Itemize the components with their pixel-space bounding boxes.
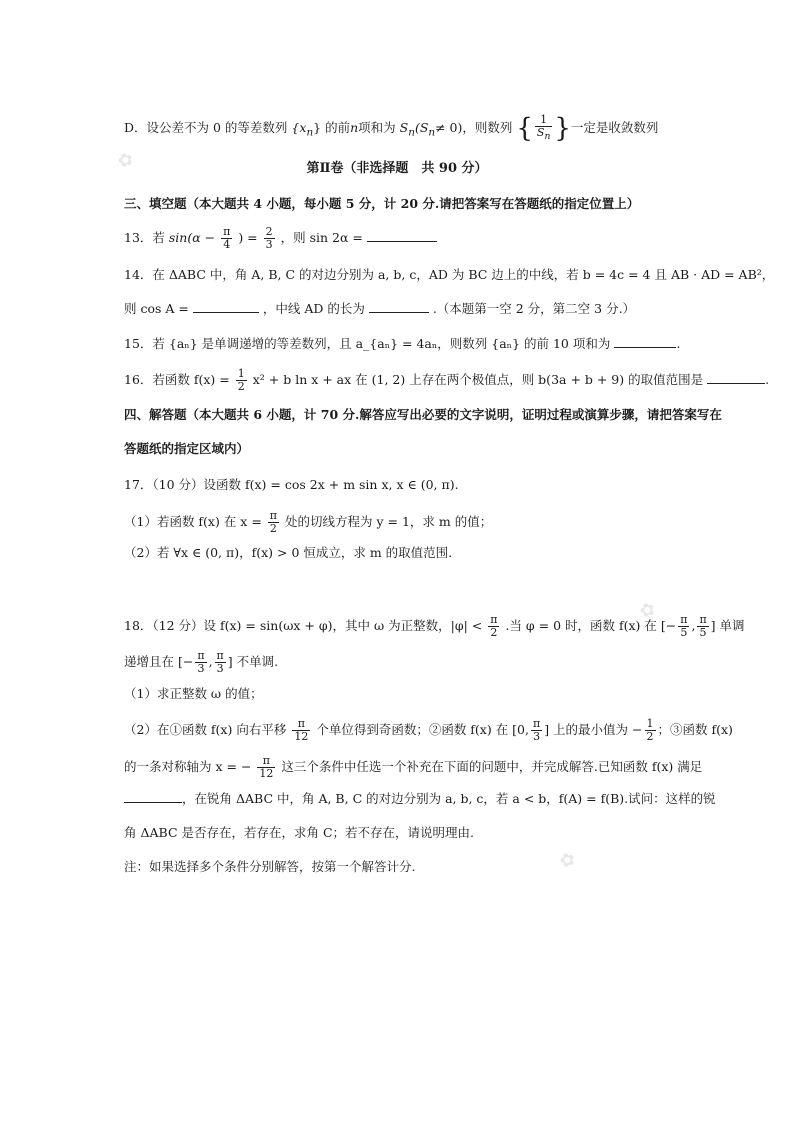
q18-pi-f: π (292, 718, 310, 731)
q18-one: 1 (646, 717, 654, 730)
q18-l1-a: 18．（12 分）设 f(x) = sin(ωx + φ)，其中 ω 为正整数，|φ| < (124, 618, 483, 633)
q13-three: 3 (265, 238, 273, 251)
q14-scoring-note: .（本题第一空 2 分，第二空 3 分.） (432, 301, 636, 316)
q18-frac-pi5a (678, 614, 689, 639)
q15-answer-blank[interactable] (614, 335, 676, 348)
q18-l5: ，在锐角 ΔABC 中，角 A, B, C 的对边分别为 a, b, c，若 a < b，f(A) = f(B).试问：这样的锐 (182, 791, 716, 806)
watermark-stain: ✿ (636, 598, 659, 623)
q13-frac-23 (264, 226, 275, 251)
q18-p2-b: 个单位得到奇函数；②函数 f(x) 在 [0, (316, 722, 529, 737)
question-18-part1: （1）求正整数 ω 的值； (124, 686, 263, 701)
q18-p2-a: （2）在①函数 f(x) 向右平移 (124, 722, 287, 737)
question-14-line2 (124, 300, 635, 318)
q13-answer-blank[interactable] (367, 229, 437, 242)
frac-den (535, 127, 552, 143)
q16-one: 1 (237, 367, 245, 380)
frac-den-sub: n (544, 131, 551, 143)
q18-five-a: 5 (680, 626, 688, 639)
q17-two: 2 (269, 522, 277, 535)
q18-frac-pi3c (531, 718, 542, 743)
item-d-tail: 一定是收敛数列 (570, 120, 659, 136)
q14-median-label: ，中线 AD 的长为 (262, 301, 365, 316)
question-15 (124, 335, 680, 353)
item-d-fraction (535, 114, 552, 143)
q17-p1-a: （1）若函数 f(x) 在 x = (124, 514, 262, 529)
q16-two: 2 (237, 380, 245, 393)
question-18-part2-line4: 角 ΔABC 是否存在，若存在，求角 C；若不存在，请说明理由. (124, 825, 474, 840)
item-d-s-sub: n (408, 126, 415, 139)
part2-title: 第Ⅱ卷（非选择题 共 90 分） (306, 161, 488, 176)
q18-l2-b: ] 不单调. (227, 654, 279, 669)
right-brace: } (554, 113, 571, 144)
q13-pi: π (223, 225, 231, 238)
q13-eq: ) = (238, 230, 258, 245)
q17-frac-pi2 (268, 510, 279, 535)
item-d-seq-close: } (313, 120, 322, 136)
question-18-note: 注：如果选择多个条件分别解答，按第一个解答计分. (124, 859, 416, 874)
q18-p2-d: ；③函数 f(x) (657, 722, 733, 737)
q18-l2-a: 递增且在 [− (124, 654, 194, 669)
q17-pi: π (269, 509, 278, 522)
q18-pi: π (490, 613, 498, 626)
item-d-n: n (350, 120, 359, 136)
question-18-line1: 18．（12 分）设 f(x) = sin(ωx + φ)，其中 ω 为正整数，|φ| < $\frac{\pi}{2}$ .当 φ = 0 时，函数 f(x) 在 [− $\frac{\pi}{5}$ , $\frac{\pi}{5}$ ] 单调 (124, 613, 745, 639)
question-16 (124, 368, 769, 393)
q18-two: 2 (490, 626, 498, 639)
item-d-mid: 的前 (325, 120, 351, 136)
q13-tail: ，则 sin 2α = (280, 230, 363, 245)
item-d-cond: (S (414, 120, 429, 136)
question-17-head: 17．（10 分）设函数 f(x) = cos 2x + m sin x, x ∈ (0, π). (124, 477, 459, 492)
q18-twelve: 12 (294, 730, 309, 743)
q16-end: . (765, 372, 770, 387)
q18-two-b: 2 (646, 730, 654, 743)
item-d-label: D．设公差不为 0 的等差数列 (124, 120, 288, 136)
item-d-cond2: ≠ 0)，则数列 (435, 120, 513, 136)
q18-p2-c: ] 上的最小值为 − (544, 722, 643, 737)
q18-frac-pi2 (488, 614, 499, 639)
q13-two: 2 (265, 225, 273, 238)
q18-condition-blank[interactable] (124, 790, 182, 803)
q16-text-b: x² + b ln x + ax 在 (1, 2) 上存在两个极值点，则 b(3a + b + 9) 的取值范围是 (252, 372, 704, 387)
q18-pi-d: π (197, 649, 205, 662)
q18-three-b: 3 (216, 662, 224, 675)
q18-five-b: 5 (699, 626, 707, 639)
q18-l1-b: .当 φ = 0 时，函数 f(x) 在 [− (505, 618, 677, 633)
left-brace: { (516, 113, 533, 144)
q18-frac-pi5b (697, 614, 708, 639)
item-d-mid2: 项和为 (358, 120, 396, 136)
item-d-seq: {x (291, 120, 307, 136)
question-18-part2-line1 (124, 718, 733, 743)
q18-l4-a: 的一条对称轴为 x = − (124, 759, 252, 774)
q16-text-a: 16．若函数 f(x) = (124, 372, 230, 387)
q18-frac-pi12b (257, 755, 275, 780)
q13-expr: sin(α − (168, 230, 216, 245)
q15-end: . (676, 336, 681, 351)
q16-answer-blank[interactable] (707, 371, 765, 384)
q18-three-a: 3 (197, 662, 205, 675)
q18-three-c: 3 (533, 730, 541, 743)
question-18-line2: 递增且在 [− $\frac{\pi}{3}$ , $\frac{\pi}{3}$ ] 不单调. (124, 649, 279, 675)
watermark-stain: ✿ (114, 148, 137, 173)
q18-frac-pi3b (215, 650, 226, 675)
section4-heading-line1: 四、解答题（本大题共 6 小题，计 70 分.解答应写出必要的文字说明，证明过程或演算步骤，请把答案写在 (124, 407, 722, 422)
q17-p1-b: 处的切线方程为 y = 1，求 m 的值； (285, 514, 493, 529)
q14-answer-blank-2[interactable] (369, 300, 429, 313)
frac-den-s: S (536, 126, 545, 139)
q18-frac-half (645, 718, 656, 743)
section4-heading-line2: 答题纸的指定区域内） (124, 441, 250, 456)
q18-pi-g: π (532, 717, 541, 730)
q18-pi-b: π (680, 613, 688, 626)
item-d (124, 114, 658, 143)
question-18-part2-line3 (124, 790, 716, 808)
question-17-part1 (124, 510, 492, 535)
q13-four: 4 (223, 238, 231, 251)
frac-num: 1 (535, 114, 552, 127)
q18-frac-pi3a (195, 650, 206, 675)
item-d-seq-sub: n (306, 126, 314, 139)
q18-twelve-b: 12 (259, 767, 274, 780)
q18-l1-c: ] 单调 (710, 618, 745, 633)
item-d-s: S (399, 120, 409, 136)
q15-text: 15．若 {aₙ} 是单调递增的等差数列，且 a_{aₙ} = 4aₙ，则数列 {aₙ} 的前 10 项和为 (124, 336, 611, 351)
q18-l4-b: 这三个条件中任选一个补充在下面的问题中，并完成解答.已知函数 f(x) 满足 (281, 759, 703, 774)
q18-frac-pi12 (292, 718, 310, 743)
q14-answer-blank-1[interactable] (193, 300, 259, 313)
question-14-line1: 14．在 ΔABC 中，角 A, B, C 的对边分别为 a, b, c，AD 为 BC 边上的中线，若 b = 4c = 4 且 AB · AD = AB²， (124, 267, 775, 282)
q16-frac-half (236, 368, 247, 393)
question-17-part2: （2）若 ∀x ∈ (0, π)，f(x) > 0 恒成立，求 m 的取值范围. (124, 545, 453, 560)
q18-pi-e: π (216, 649, 224, 662)
q13-frac-pi4 (221, 226, 232, 251)
q13-num: 13．若 (124, 230, 165, 245)
section3-heading: 三、填空题（本大题共 4 小题，每小题 5 分，计 20 分.请把答案写在答题纸的指定位置上） (124, 196, 640, 211)
question-13 (124, 226, 437, 251)
watermark-stain: ✿ (556, 848, 579, 873)
question-18-part2-line2 (124, 755, 702, 780)
item-d-cond-sub: n (428, 126, 436, 139)
q18-pi-h: π (257, 755, 275, 768)
q14-cos-label: 则 cos A = (124, 301, 189, 316)
q18-pi-c: π (699, 613, 707, 626)
